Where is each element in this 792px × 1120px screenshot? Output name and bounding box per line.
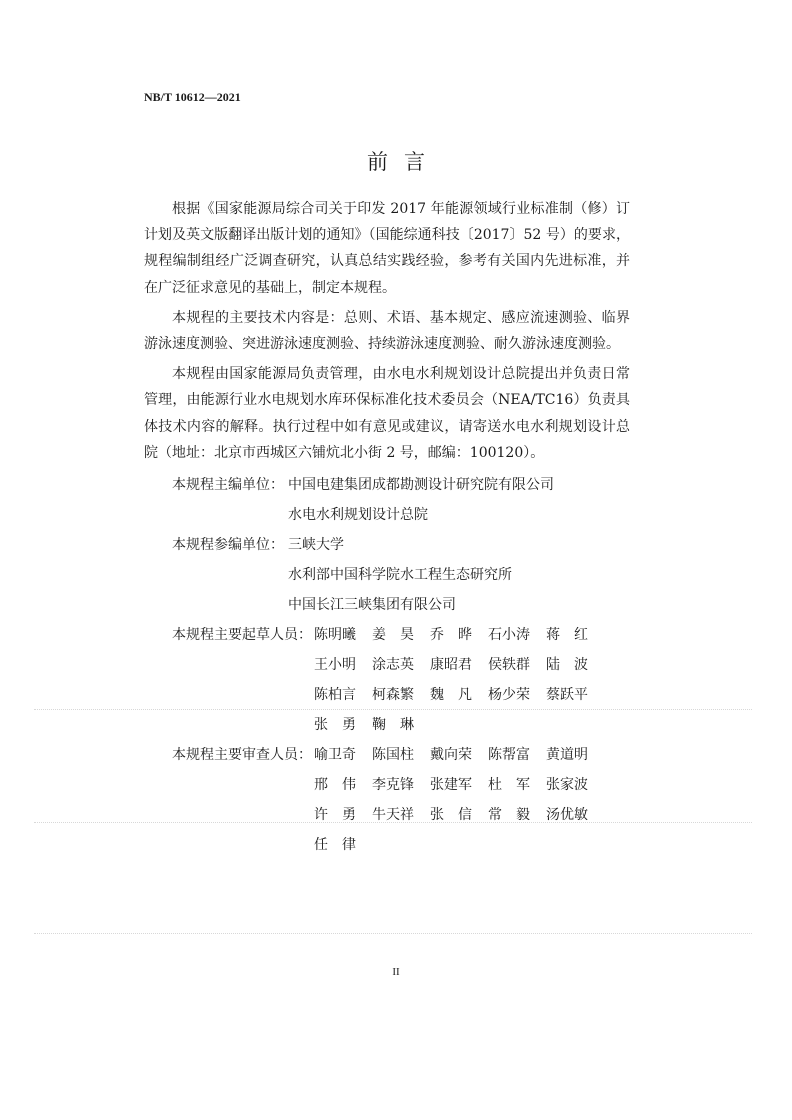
reviewer-name: 汤优敏 bbox=[546, 807, 588, 824]
reviewers-row bbox=[314, 770, 630, 800]
drafters-row bbox=[314, 650, 630, 680]
participating-unit-name: 三峡大学 bbox=[288, 537, 344, 554]
document-body bbox=[144, 196, 630, 860]
drafter-name: 乔 晔 bbox=[430, 627, 472, 644]
drafters-label: 本规程主要起草人员： bbox=[172, 627, 312, 644]
reviewer-name: 张建军 bbox=[430, 777, 472, 794]
reviewers-row bbox=[314, 740, 630, 770]
drafters-block bbox=[144, 620, 630, 740]
drafters-row bbox=[314, 620, 630, 650]
participating-units-label: 本规程参编单位： bbox=[172, 537, 284, 554]
reviewer-name: 李克锋 bbox=[372, 777, 414, 794]
reviewers-list bbox=[314, 740, 630, 860]
reviewer-name: 杜 军 bbox=[488, 777, 530, 794]
drafters-row bbox=[314, 710, 630, 740]
chief-units-label: 本规程主编单位： bbox=[172, 477, 284, 494]
reviewer-name: 陈国柱 bbox=[372, 747, 414, 764]
scan-dotted-line bbox=[34, 709, 752, 710]
drafter-name: 王小明 bbox=[314, 657, 356, 674]
reviewer-name: 邢 伟 bbox=[314, 777, 356, 794]
standard-code: NB/T 10612—2021 bbox=[144, 90, 241, 104]
reviewers-block bbox=[144, 740, 630, 860]
reviewer-name: 张家波 bbox=[546, 777, 588, 794]
participating-units-list bbox=[288, 530, 630, 620]
chief-units-block bbox=[144, 470, 630, 530]
reviewer-name: 戴向荣 bbox=[430, 747, 472, 764]
drafter-name: 蒋 红 bbox=[546, 627, 588, 644]
paragraph-basis: 根据《国家能源局综合司关于印发 2017 年能源领域行业标准制（修）订计划及英文版翻译出版计划的通知》（国能综通科技〔2017〕52 号）的要求，规程编制组经广泛调查研究，认真总结实践经验，参考有关国内先进标准，并在广泛征求意见的基础上，制定本规程。 bbox=[144, 201, 630, 296]
reviewer-name: 黄道明 bbox=[546, 747, 588, 764]
drafters-list bbox=[314, 620, 630, 740]
chief-unit-name: 水电水利规划设计总院 bbox=[288, 507, 428, 524]
reviewers-row bbox=[314, 800, 630, 830]
drafter-name: 张 勇 bbox=[314, 717, 356, 734]
reviewers-row bbox=[314, 830, 630, 860]
drafter-name: 侯轶群 bbox=[488, 657, 530, 674]
drafter-name: 柯森繁 bbox=[372, 687, 414, 704]
scan-dotted-line bbox=[34, 822, 752, 823]
drafter-name: 陈明曦 bbox=[314, 627, 356, 644]
page-title: 前言 bbox=[367, 150, 441, 174]
reviewer-name: 许 勇 bbox=[314, 807, 356, 824]
reviewer-name: 任 律 bbox=[314, 837, 356, 854]
drafter-name: 石小涛 bbox=[488, 627, 530, 644]
reviewers-label: 本规程主要审查人员： bbox=[172, 747, 312, 764]
drafter-name: 陆 波 bbox=[546, 657, 588, 674]
reviewer-name: 喻卫奇 bbox=[314, 747, 356, 764]
chief-units-list bbox=[288, 470, 630, 530]
reviewer-name: 陈帮富 bbox=[488, 747, 530, 764]
participating-unit-name: 水利部中国科学院水工程生态研究所 bbox=[288, 567, 512, 584]
scan-dotted-line bbox=[34, 933, 752, 934]
chief-unit-name: 中国电建集团成都勘测设计研究院有限公司 bbox=[288, 477, 554, 494]
paragraph-contents: 本规程的主要技术内容是：总则、术语、基本规定、感应流速测验、临界游泳速度测验、突进游泳速度测验、持续游泳速度测验、耐久游泳速度测验。 bbox=[144, 309, 630, 353]
reviewer-name: 牛天祥 bbox=[372, 807, 414, 824]
drafters-row bbox=[314, 680, 630, 710]
drafter-name: 姜 昊 bbox=[372, 627, 414, 644]
drafter-name: 陈柏言 bbox=[314, 687, 356, 704]
participating-units-block bbox=[144, 530, 630, 620]
reviewer-name: 常 毅 bbox=[488, 807, 530, 824]
drafter-name: 涂志英 bbox=[372, 657, 414, 674]
reviewer-name: 张 信 bbox=[430, 807, 472, 824]
drafter-name: 魏 凡 bbox=[430, 687, 472, 704]
participating-unit-name: 中国长江三峡集团有限公司 bbox=[288, 597, 456, 614]
paragraph-management: 本规程由国家能源局负责管理，由水电水利规划设计总院提出并负责日常管理，由能源行业水电规划水库环保标准化技术委员会（NEA/TC16）负责具体技术内容的解释。执行过程中如有意见或建议，请寄送水电水利规划设计总院（地址：北京市西城区六铺炕北小街 2 号，邮编：100120）。 bbox=[144, 366, 630, 461]
drafter-name: 鞠 琳 bbox=[372, 717, 414, 734]
drafter-name: 杨少荣 bbox=[488, 687, 530, 704]
page-number: II bbox=[392, 966, 400, 978]
drafter-name: 蔡跃平 bbox=[546, 687, 588, 704]
drafter-name: 康昭君 bbox=[430, 657, 472, 674]
